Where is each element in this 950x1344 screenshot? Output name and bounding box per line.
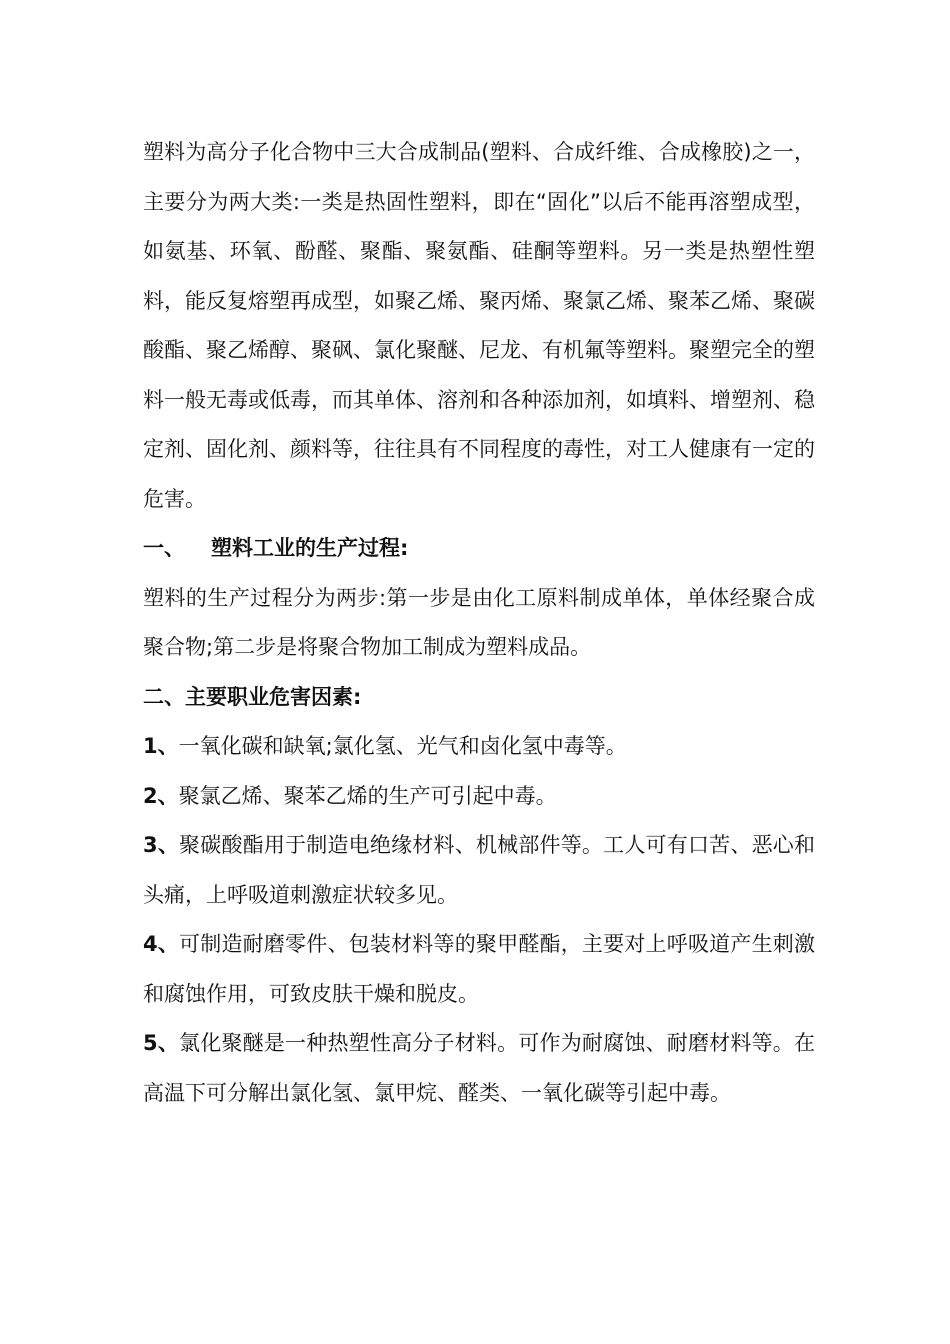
list-item-number: 3、 <box>143 833 180 857</box>
list-item-text: 一氧化碳和缺氧;氯化氢、光气和卤化氢中毒等。 <box>178 734 627 758</box>
list-item-text: 聚氯乙烯、聚苯乙烯的生产可引起中毒。 <box>178 783 557 808</box>
list-item-number: 2、 <box>143 783 179 808</box>
list-item-4 <box>143 920 815 1019</box>
document-page <box>143 128 815 1118</box>
list-item-2 <box>143 772 815 822</box>
list-item-3 <box>143 821 815 920</box>
list-item-text: 氯化聚醚是一种热塑性高分子材料。可作为耐腐蚀、耐磨材料等。在高温下可分解出氯化氢、氯甲烷、醛类、一氧化碳等引起中毒。 <box>143 1031 815 1105</box>
section-1-body: 塑料的生产过程分为两步:第一步是由化工原料制成单体，单体经聚合成聚合物;第二步是将聚合物加工制成为塑料成品。 <box>143 585 815 659</box>
section-1-heading <box>143 524 815 574</box>
section-1-number: 一、 <box>143 536 185 560</box>
section-2-heading: 二、主要职业危害因素: <box>143 684 362 709</box>
list-item-number: 5、 <box>143 1031 180 1055</box>
section-1-title: 塑料工业的生产过程: <box>211 536 409 560</box>
intro-paragraph: 塑料为高分子化合物中三大合成制品(塑料、合成纤维、合成橡胶)之一，主要分为两大类:一类是热固性塑料，即在“固化”以后不能再溶塑成型，如氨基、环氧、酚醛、聚酯、聚氨酯、硅酮等塑料。另一类是热塑性塑料，能反复熔塑再成型，如聚乙烯、聚丙烯、聚氯乙烯、聚苯乙烯、聚碳酸酯、聚乙烯醇、聚砜、氯化聚醚、尼龙、有机氟等塑料。聚塑完全的塑料一般无毒或低毒，而其单体、溶剂和各种添加剂，如填料、增塑剂、稳定剂、固化剂、颜料等，往往具有不同程度的毒性，对工人健康有一定的危害。 <box>143 140 815 511</box>
list-item-text: 可制造耐磨零件、包装材料等的聚甲醛酯，主要对上呼吸道产生刺激和腐蚀作用，可致皮肤干燥和脱皮。 <box>143 932 815 1006</box>
list-item-number: 4、 <box>143 932 180 956</box>
list-item-number: 1、 <box>143 734 179 758</box>
list-item-5 <box>143 1019 815 1118</box>
list-item-1 <box>143 722 815 772</box>
list-item-text: 聚碳酸酯用于制造电绝缘材料、机械部件等。工人可有口苦、恶心和头痛，上呼吸道刺激症状较多见。 <box>143 833 815 907</box>
